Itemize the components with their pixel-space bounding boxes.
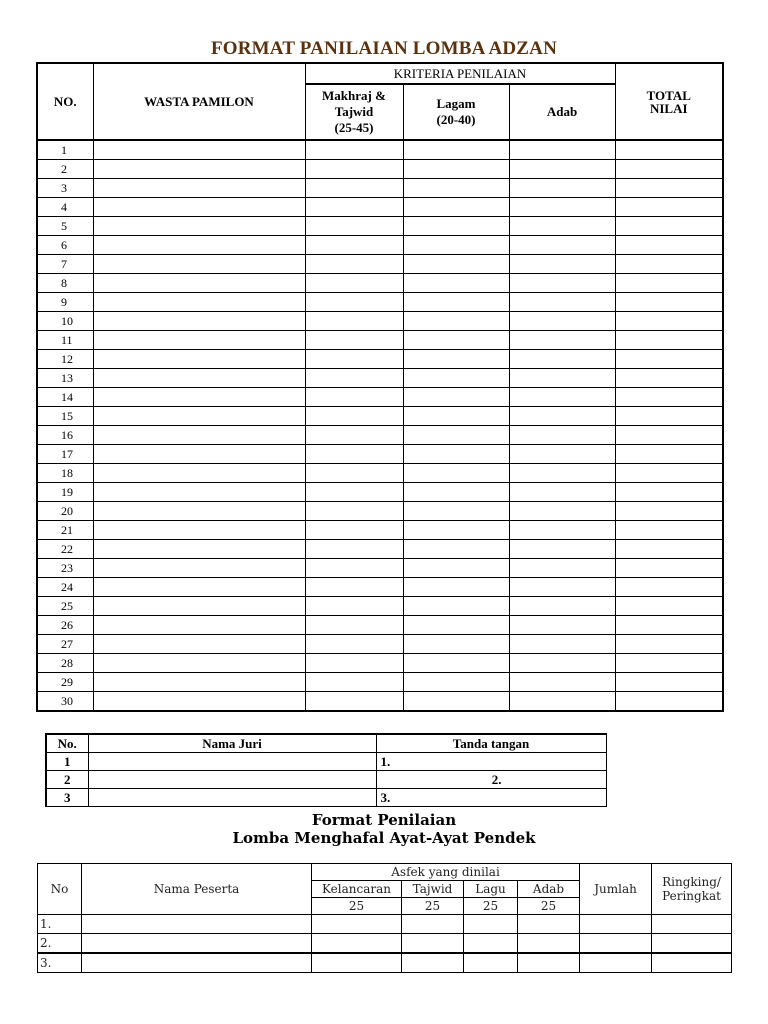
row-number: 2 bbox=[37, 160, 93, 179]
lagu-score-cell[interactable] bbox=[464, 953, 518, 973]
row-number: 1. bbox=[38, 915, 82, 934]
participant-cell[interactable] bbox=[93, 388, 305, 407]
row-number: 6 bbox=[37, 236, 93, 255]
table-row bbox=[37, 236, 723, 255]
makhraj-score-cell[interactable] bbox=[305, 407, 403, 426]
jury-header-name: Nama Juri bbox=[88, 734, 376, 753]
participant-cell[interactable] bbox=[93, 692, 305, 712]
lagam-score-cell[interactable] bbox=[403, 140, 509, 160]
kelancaran-score-cell[interactable] bbox=[312, 915, 402, 934]
table-row bbox=[38, 934, 732, 954]
lagam-score-cell[interactable] bbox=[403, 293, 509, 312]
lagam-score-cell[interactable] bbox=[403, 179, 509, 198]
lagu-score-cell[interactable] bbox=[464, 934, 518, 954]
column-header-participant: Nama Peserta bbox=[82, 864, 312, 915]
jury-row bbox=[46, 789, 606, 807]
adab-score-cell[interactable] bbox=[509, 255, 615, 274]
table-row bbox=[37, 160, 723, 179]
lagam-score-cell[interactable] bbox=[403, 502, 509, 521]
makhraj-score-cell[interactable] bbox=[305, 140, 403, 160]
makhraj-score-cell[interactable] bbox=[305, 236, 403, 255]
makhraj-score-cell[interactable] bbox=[305, 597, 403, 616]
table-row bbox=[37, 179, 723, 198]
makhraj-score-cell[interactable] bbox=[305, 369, 403, 388]
adab-score-cell[interactable] bbox=[509, 140, 615, 160]
table-row bbox=[37, 692, 723, 712]
total-score-cell[interactable] bbox=[615, 350, 723, 369]
participant-cell[interactable] bbox=[93, 616, 305, 635]
table-row bbox=[37, 388, 723, 407]
total-score-cell[interactable] bbox=[615, 597, 723, 616]
total-score-cell[interactable] bbox=[615, 483, 723, 502]
column-header-lagam bbox=[403, 84, 509, 140]
table-row bbox=[37, 521, 723, 540]
row-number: 12 bbox=[37, 350, 93, 369]
total-score-cell[interactable] bbox=[615, 426, 723, 445]
participant-cell[interactable] bbox=[82, 953, 312, 973]
table-row bbox=[37, 597, 723, 616]
tajwid-score-cell[interactable] bbox=[402, 915, 464, 934]
participant-cell[interactable] bbox=[93, 312, 305, 331]
participant-cell[interactable] bbox=[93, 483, 305, 502]
total-score-cell[interactable] bbox=[615, 445, 723, 464]
makhraj-score-cell[interactable] bbox=[305, 293, 403, 312]
row-number: 27 bbox=[37, 635, 93, 654]
adab-score-cell[interactable] bbox=[509, 331, 615, 350]
lagam-score-cell[interactable] bbox=[403, 483, 509, 502]
makhraj-score-cell[interactable] bbox=[305, 616, 403, 635]
table-row bbox=[37, 502, 723, 521]
total-score-cell[interactable] bbox=[615, 692, 723, 712]
adab-score-cell[interactable] bbox=[509, 369, 615, 388]
makhraj-score-cell[interactable] bbox=[305, 502, 403, 521]
table-row bbox=[37, 407, 723, 426]
adab-score-cell[interactable] bbox=[509, 635, 615, 654]
total-score-cell[interactable] bbox=[615, 578, 723, 597]
total-score-cell[interactable] bbox=[615, 255, 723, 274]
lagam-score-cell[interactable] bbox=[403, 673, 509, 692]
adab-score-cell[interactable] bbox=[518, 953, 580, 973]
lagam-score-cell[interactable] bbox=[403, 369, 509, 388]
participant-cell[interactable] bbox=[93, 540, 305, 559]
adab-score-cell[interactable] bbox=[509, 540, 615, 559]
participant-cell[interactable] bbox=[93, 331, 305, 350]
makhraj-score-cell[interactable] bbox=[305, 464, 403, 483]
lagam-score-cell[interactable] bbox=[403, 616, 509, 635]
table-row bbox=[37, 293, 723, 312]
participant-cell[interactable] bbox=[93, 673, 305, 692]
participant-cell[interactable] bbox=[82, 934, 312, 954]
total-score-cell[interactable] bbox=[615, 464, 723, 483]
participant-cell[interactable] bbox=[93, 236, 305, 255]
jury-name-cell[interactable] bbox=[88, 789, 376, 807]
table-row bbox=[37, 255, 723, 274]
makhraj-score-cell[interactable] bbox=[305, 198, 403, 217]
rank-cell[interactable] bbox=[652, 953, 732, 973]
aspect-max-score: 25 bbox=[402, 898, 464, 915]
lagam-score-cell[interactable] bbox=[403, 464, 509, 483]
column-header-no: No bbox=[38, 864, 82, 915]
adzan-scoring-table bbox=[36, 62, 724, 712]
lagam-score-cell[interactable] bbox=[403, 236, 509, 255]
makhraj-score-cell[interactable] bbox=[305, 331, 403, 350]
criteria-header: KRITERIA PENILAIAN bbox=[305, 63, 615, 84]
jury-name-cell[interactable] bbox=[88, 753, 376, 771]
jury-table bbox=[45, 733, 607, 807]
makhraj-score-cell[interactable] bbox=[305, 483, 403, 502]
total-score-cell[interactable] bbox=[615, 179, 723, 198]
jury-sign-cell[interactable]: 3. bbox=[376, 789, 606, 807]
adab-score-cell[interactable] bbox=[509, 445, 615, 464]
table-row bbox=[37, 350, 723, 369]
total-score-cell[interactable] bbox=[615, 616, 723, 635]
row-number: 15 bbox=[37, 407, 93, 426]
lagam-score-cell[interactable] bbox=[403, 635, 509, 654]
adab-score-cell[interactable] bbox=[509, 236, 615, 255]
row-number: 19 bbox=[37, 483, 93, 502]
rank-cell[interactable] bbox=[652, 915, 732, 934]
makhraj-score-cell[interactable] bbox=[305, 179, 403, 198]
tajwid-score-cell[interactable] bbox=[402, 934, 464, 954]
makhraj-score-cell[interactable] bbox=[305, 521, 403, 540]
makhraj-score-cell[interactable] bbox=[305, 559, 403, 578]
total-score-cell[interactable] bbox=[615, 312, 723, 331]
total-label-line2: NILAI bbox=[649, 100, 688, 116]
row-number: 26 bbox=[37, 616, 93, 635]
lagam-score-cell[interactable] bbox=[403, 388, 509, 407]
section-subtitle: Lomba Menghafal Ayat-Ayat Pendek bbox=[232, 829, 536, 847]
adab-score-cell[interactable] bbox=[509, 274, 615, 293]
table-row bbox=[37, 483, 723, 502]
table-row bbox=[37, 578, 723, 597]
participant-cell[interactable] bbox=[93, 369, 305, 388]
lagu-score-cell[interactable] bbox=[464, 915, 518, 934]
table-row bbox=[37, 616, 723, 635]
adab-score-cell[interactable] bbox=[509, 198, 615, 217]
participant-cell[interactable] bbox=[93, 521, 305, 540]
makhraj-line1: Makhraj & bbox=[322, 88, 386, 103]
lagam-score-cell[interactable] bbox=[403, 217, 509, 236]
makhraj-score-cell[interactable] bbox=[305, 426, 403, 445]
row-number: 11 bbox=[37, 331, 93, 350]
column-header-adab: Adab bbox=[509, 84, 615, 140]
adab-score-cell[interactable] bbox=[509, 616, 615, 635]
participant-cell[interactable] bbox=[93, 274, 305, 293]
makhraj-score-cell[interactable] bbox=[305, 654, 403, 673]
participant-cell[interactable] bbox=[93, 407, 305, 426]
aspect-tajwid: Tajwid bbox=[402, 881, 464, 898]
row-number: 9 bbox=[37, 293, 93, 312]
row-number: 22 bbox=[37, 540, 93, 559]
ayat-scoring-table bbox=[37, 863, 732, 973]
makhraj-score-cell[interactable] bbox=[305, 312, 403, 331]
lagam-score-cell[interactable] bbox=[403, 426, 509, 445]
total-score-cell[interactable] bbox=[615, 635, 723, 654]
jumlah-cell[interactable] bbox=[580, 915, 652, 934]
table-row bbox=[37, 559, 723, 578]
jumlah-cell[interactable] bbox=[580, 953, 652, 973]
adab-score-cell[interactable] bbox=[509, 597, 615, 616]
row-number: 2. bbox=[38, 934, 82, 954]
row-number: 1 bbox=[37, 140, 93, 160]
adab-score-cell[interactable] bbox=[509, 692, 615, 712]
adab-score-cell[interactable] bbox=[509, 521, 615, 540]
lagam-score-cell[interactable] bbox=[403, 198, 509, 217]
participant-cell[interactable] bbox=[93, 445, 305, 464]
adab-score-cell[interactable] bbox=[509, 502, 615, 521]
total-score-cell[interactable] bbox=[615, 331, 723, 350]
lagam-line1: Lagam bbox=[436, 96, 476, 111]
row-number: 29 bbox=[37, 673, 93, 692]
table-row bbox=[38, 915, 732, 934]
row-number: 8 bbox=[37, 274, 93, 293]
lagam-score-cell[interactable] bbox=[403, 350, 509, 369]
participant-cell[interactable] bbox=[93, 160, 305, 179]
kelancaran-score-cell[interactable] bbox=[312, 953, 402, 973]
total-score-cell[interactable] bbox=[615, 388, 723, 407]
total-score-cell[interactable] bbox=[615, 274, 723, 293]
total-score-cell[interactable] bbox=[615, 559, 723, 578]
adab-score-cell[interactable] bbox=[509, 673, 615, 692]
participant-cell[interactable] bbox=[93, 426, 305, 445]
row-number: 7 bbox=[37, 255, 93, 274]
total-score-cell[interactable] bbox=[615, 502, 723, 521]
row-number: 24 bbox=[37, 578, 93, 597]
makhraj-score-cell[interactable] bbox=[305, 635, 403, 654]
row-number: 30 bbox=[37, 692, 93, 712]
table-row bbox=[37, 140, 723, 160]
row-number: 5 bbox=[37, 217, 93, 236]
table-row bbox=[37, 312, 723, 331]
table-row bbox=[37, 635, 723, 654]
total-score-cell[interactable] bbox=[615, 540, 723, 559]
adab-score-cell[interactable] bbox=[509, 578, 615, 597]
row-number: 28 bbox=[37, 654, 93, 673]
lagam-score-cell[interactable] bbox=[403, 521, 509, 540]
lagam-score-cell[interactable] bbox=[403, 540, 509, 559]
participant-cell[interactable] bbox=[93, 597, 305, 616]
row-number: 3 bbox=[37, 179, 93, 198]
jury-row-no: 2 bbox=[46, 771, 88, 789]
table-row bbox=[37, 464, 723, 483]
total-score-cell[interactable] bbox=[615, 369, 723, 388]
makhraj-score-cell[interactable] bbox=[305, 274, 403, 293]
adab-score-cell[interactable] bbox=[509, 160, 615, 179]
adab-score-cell[interactable] bbox=[509, 388, 615, 407]
total-score-cell[interactable] bbox=[615, 673, 723, 692]
total-score-cell[interactable] bbox=[615, 140, 723, 160]
lagam-score-cell[interactable] bbox=[403, 559, 509, 578]
column-header-total bbox=[615, 63, 723, 140]
participant-cell[interactable] bbox=[93, 464, 305, 483]
participant-cell[interactable] bbox=[93, 502, 305, 521]
makhraj-score-cell[interactable] bbox=[305, 673, 403, 692]
row-number: 16 bbox=[37, 426, 93, 445]
adab-score-cell[interactable] bbox=[518, 934, 580, 954]
jury-sign-cell[interactable]: 2. bbox=[376, 771, 606, 789]
adab-score-cell[interactable] bbox=[509, 312, 615, 331]
adab-score-cell[interactable] bbox=[509, 483, 615, 502]
lagam-score-cell[interactable] bbox=[403, 274, 509, 293]
column-header-no: NO. bbox=[37, 63, 93, 140]
participant-cell[interactable] bbox=[93, 350, 305, 369]
table-row bbox=[37, 217, 723, 236]
participant-cell[interactable] bbox=[93, 140, 305, 160]
lagam-score-cell[interactable] bbox=[403, 160, 509, 179]
aspect-header: Asfek yang dinilai bbox=[312, 864, 580, 881]
table-row bbox=[37, 445, 723, 464]
tajwid-score-cell[interactable] bbox=[402, 953, 464, 973]
rank-line2: Peringkat bbox=[662, 889, 721, 903]
section-title: Format Penilaian bbox=[311, 811, 457, 829]
total-score-cell[interactable] bbox=[615, 217, 723, 236]
makhraj-line2: Tajwid bbox=[334, 104, 374, 119]
table-row bbox=[37, 540, 723, 559]
table-row bbox=[37, 274, 723, 293]
row-number: 23 bbox=[37, 559, 93, 578]
adab-score-cell[interactable] bbox=[509, 350, 615, 369]
makhraj-score-cell[interactable] bbox=[305, 350, 403, 369]
adab-score-cell[interactable] bbox=[509, 217, 615, 236]
lagam-score-cell[interactable] bbox=[403, 692, 509, 712]
adab-score-cell[interactable] bbox=[518, 915, 580, 934]
participant-cell[interactable] bbox=[93, 635, 305, 654]
jury-sign-cell[interactable]: 1. bbox=[376, 753, 606, 771]
total-score-cell[interactable] bbox=[615, 293, 723, 312]
makhraj-score-cell[interactable] bbox=[305, 160, 403, 179]
total-score-cell[interactable] bbox=[615, 236, 723, 255]
jumlah-cell[interactable] bbox=[580, 934, 652, 954]
aspect-adab: Adab bbox=[518, 881, 580, 898]
adab-score-cell[interactable] bbox=[509, 407, 615, 426]
aspect-max-score: 25 bbox=[518, 898, 580, 915]
makhraj-line3: (25-45) bbox=[334, 120, 374, 135]
participant-cell[interactable] bbox=[93, 198, 305, 217]
makhraj-score-cell[interactable] bbox=[305, 540, 403, 559]
participant-cell[interactable] bbox=[93, 255, 305, 274]
row-number: 3. bbox=[38, 953, 82, 973]
makhraj-score-cell[interactable] bbox=[305, 388, 403, 407]
adab-score-cell[interactable] bbox=[509, 426, 615, 445]
makhraj-score-cell[interactable] bbox=[305, 692, 403, 712]
jury-row-no: 3 bbox=[46, 789, 88, 807]
jury-header-sign: Tanda tangan bbox=[376, 734, 606, 753]
participant-cell[interactable] bbox=[93, 179, 305, 198]
column-header-rank bbox=[652, 864, 732, 915]
jury-name-cell[interactable] bbox=[88, 771, 376, 789]
row-number: 10 bbox=[37, 312, 93, 331]
total-label-line1: TOTAL bbox=[646, 87, 691, 103]
aspect-max-score: 25 bbox=[312, 898, 402, 915]
makhraj-score-cell[interactable] bbox=[305, 445, 403, 464]
column-header-name: WASTA PAMILON bbox=[93, 63, 305, 140]
adab-score-cell[interactable] bbox=[509, 179, 615, 198]
lagam-score-cell[interactable] bbox=[403, 331, 509, 350]
total-score-cell[interactable] bbox=[615, 160, 723, 179]
lagam-line2: (20-40) bbox=[436, 112, 476, 127]
adab-score-cell[interactable] bbox=[509, 293, 615, 312]
aspect-kelancaran: Kelancaran bbox=[312, 881, 402, 898]
lagam-score-cell[interactable] bbox=[403, 255, 509, 274]
row-number: 17 bbox=[37, 445, 93, 464]
column-header-jumlah: Jumlah bbox=[580, 864, 652, 915]
table-row bbox=[37, 426, 723, 445]
lagam-score-cell[interactable] bbox=[403, 578, 509, 597]
participant-cell[interactable] bbox=[93, 578, 305, 597]
jury-row bbox=[46, 753, 606, 771]
row-number: 13 bbox=[37, 369, 93, 388]
kelancaran-score-cell[interactable] bbox=[312, 934, 402, 954]
lagam-score-cell[interactable] bbox=[403, 407, 509, 426]
participant-cell[interactable] bbox=[93, 559, 305, 578]
table-row bbox=[37, 369, 723, 388]
row-number: 18 bbox=[37, 464, 93, 483]
column-header-makhraj bbox=[305, 84, 403, 140]
rank-line1: Ringking/ bbox=[662, 875, 721, 889]
row-number: 14 bbox=[37, 388, 93, 407]
page-title: FORMAT PANILAIAN LOMBA ADZAN bbox=[210, 38, 558, 59]
participant-cell[interactable] bbox=[82, 915, 312, 934]
total-score-cell[interactable] bbox=[615, 198, 723, 217]
row-number: 20 bbox=[37, 502, 93, 521]
jury-header-no: No. bbox=[46, 734, 88, 753]
total-score-cell[interactable] bbox=[615, 654, 723, 673]
jury-row-no: 1 bbox=[46, 753, 88, 771]
participant-cell[interactable] bbox=[93, 217, 305, 236]
table-row bbox=[37, 331, 723, 350]
rank-cell[interactable] bbox=[652, 934, 732, 954]
row-number: 25 bbox=[37, 597, 93, 616]
lagam-score-cell[interactable] bbox=[403, 445, 509, 464]
makhraj-score-cell[interactable] bbox=[305, 578, 403, 597]
total-score-cell[interactable] bbox=[615, 407, 723, 426]
table-row bbox=[37, 198, 723, 217]
aspect-lagu: Lagu bbox=[464, 881, 518, 898]
participant-cell[interactable] bbox=[93, 293, 305, 312]
row-number: 4 bbox=[37, 198, 93, 217]
makhraj-score-cell[interactable] bbox=[305, 217, 403, 236]
adab-score-cell[interactable] bbox=[509, 654, 615, 673]
table-row bbox=[38, 953, 732, 973]
table-row bbox=[37, 654, 723, 673]
lagam-score-cell[interactable] bbox=[403, 597, 509, 616]
participant-cell[interactable] bbox=[93, 654, 305, 673]
aspect-max-score: 25 bbox=[464, 898, 518, 915]
row-number: 21 bbox=[37, 521, 93, 540]
adab-score-cell[interactable] bbox=[509, 559, 615, 578]
total-score-cell[interactable] bbox=[615, 521, 723, 540]
lagam-score-cell[interactable] bbox=[403, 312, 509, 331]
adab-score-cell[interactable] bbox=[509, 464, 615, 483]
jury-row bbox=[46, 771, 606, 789]
makhraj-score-cell[interactable] bbox=[305, 255, 403, 274]
table-row bbox=[37, 673, 723, 692]
lagam-score-cell[interactable] bbox=[403, 654, 509, 673]
